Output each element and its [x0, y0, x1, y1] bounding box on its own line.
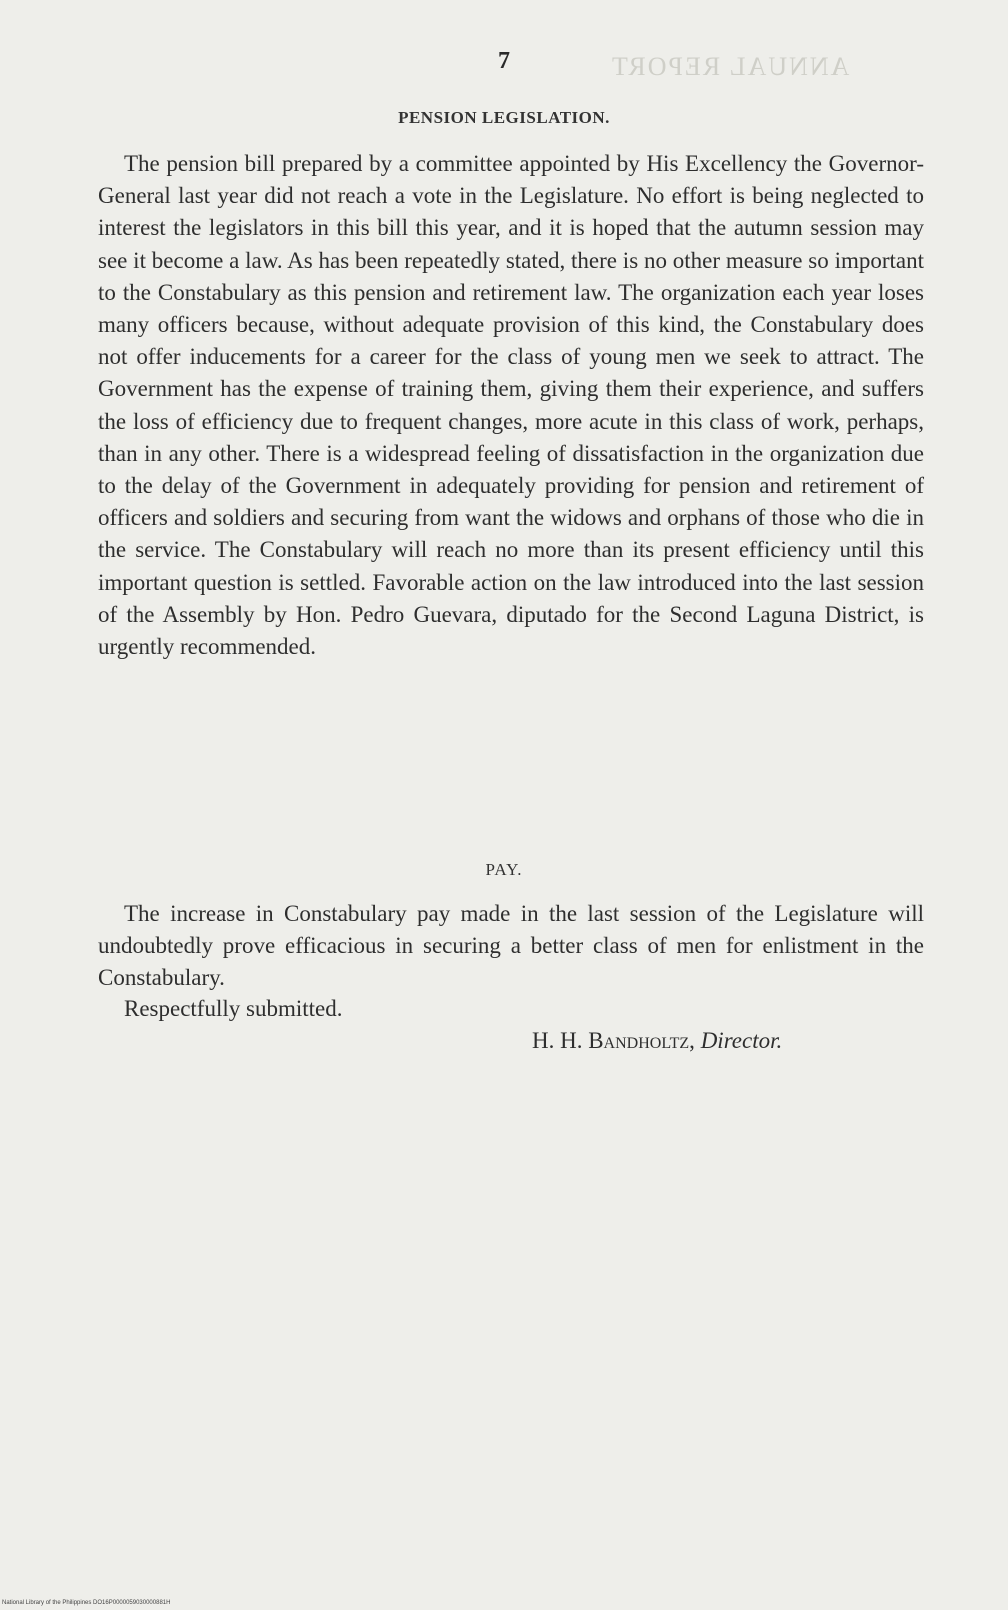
- pay-paragraph: The increase in Constabulary pay made in the last session of the Legislature will undoubtedly prove efficacious in securing a better class of men for enlistment in the Constabulary.: [98, 901, 924, 991]
- closing-line: Respectfully submitted.: [124, 996, 343, 1021]
- section-heading-pension: PENSION LEGISLATION.: [398, 108, 610, 127]
- bleed-through-text: ANNUAL REPORT: [610, 52, 850, 81]
- signature-name: H. H. Bandholtz,: [532, 1028, 695, 1053]
- signature-title: Director.: [700, 1028, 783, 1053]
- pension-paragraph: The pension bill prepared by a committee appointed by His Excellency the Governor-General last year did not reach a vote in the Legislature. No effort is being neglected to interest the legislators in this bill this year, and it is hoped that the autumn session may see it become a law. As has been repeatedly stated, there is no other measure so important to the Constabulary as this pension and retirement law. The organization each year loses many officers because, without adequate provision of this kind, the Constabulary does not offer inducements for a career for the class of young men we seek to attract. The Government has the expense of training them, giving them their experience, and suffers the loss of efficiency due to frequent changes, more acute in this class of work, perhaps, than in any other. There is a widespread feeling of dissatisfaction in the organization due to the delay of the Government in adequately providing for pension and retirement of officers and soldiers and securing from want the widows and orphans of those who die in the service. The Constabulary will reach no more than its present efficiency until this important question is settled. Favorable action on the law introduced into the last session of the Assembly by Hon. Pedro Guevara, diputado for the Second Laguna District, is urgently recommended.: [98, 151, 924, 660]
- signature: [532, 1028, 782, 1054]
- page-number: 7: [498, 48, 510, 74]
- section-heading-pay: PAY.: [485, 860, 523, 879]
- archive-footer: National Library of the Philippines DO16P0000059030000881H: [2, 1600, 171, 1606]
